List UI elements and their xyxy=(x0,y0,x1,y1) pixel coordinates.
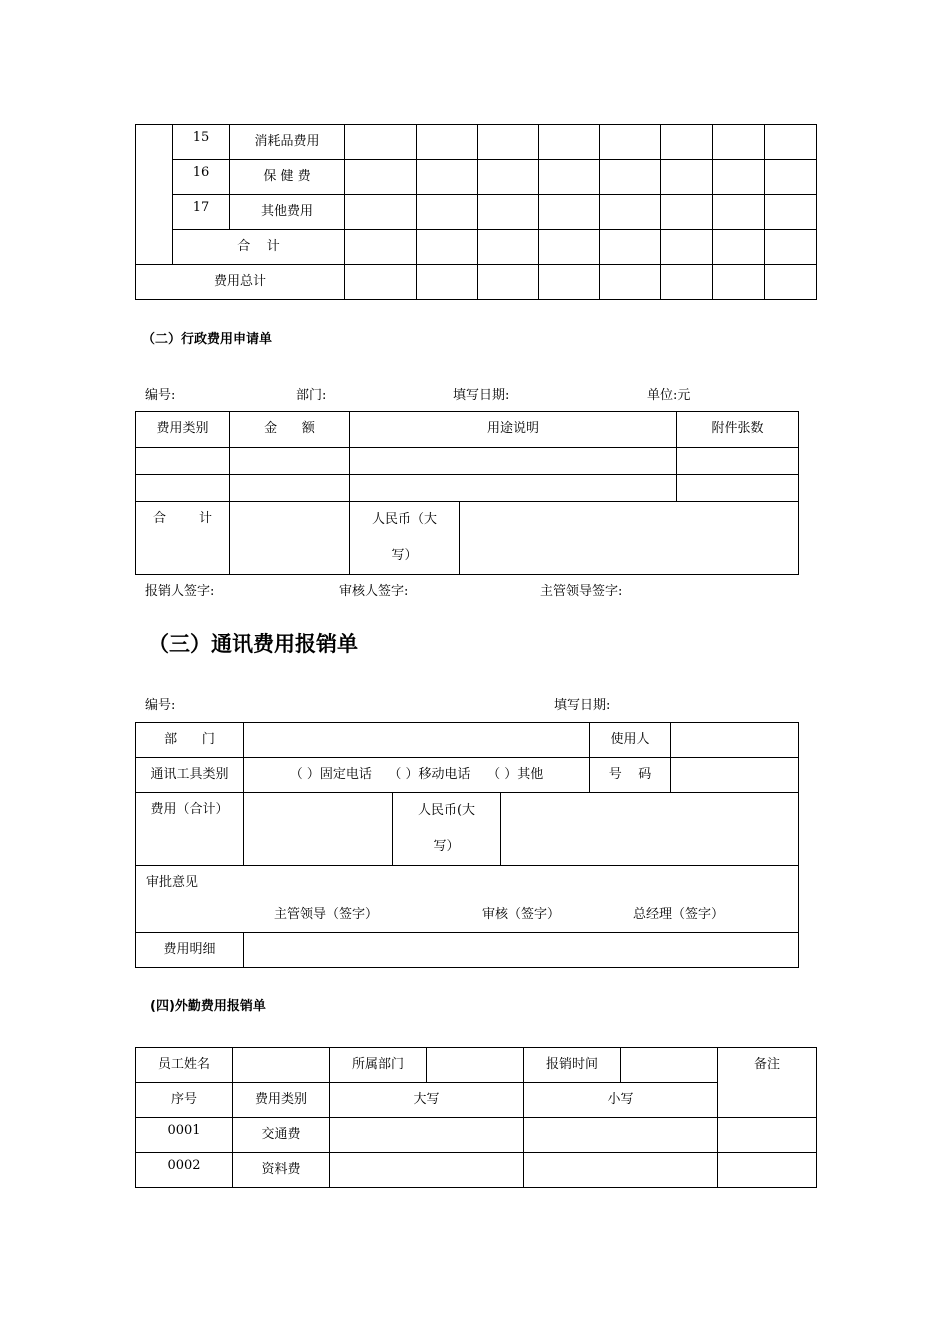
value-cell[interactable] xyxy=(713,230,765,265)
uppercase-input[interactable] xyxy=(330,1118,524,1153)
employee-name-label: 员工姓名 xyxy=(136,1048,233,1083)
remark-label: 备注 xyxy=(718,1048,817,1118)
row-number: 17 xyxy=(173,195,230,230)
value-cell[interactable] xyxy=(417,160,478,195)
department-input[interactable] xyxy=(244,723,590,758)
fee-total-input[interactable] xyxy=(244,793,393,866)
lowercase-input[interactable] xyxy=(524,1153,718,1188)
department-label: 所属部门 xyxy=(330,1048,427,1083)
department-label: 部 门 xyxy=(136,723,244,758)
value-cell[interactable] xyxy=(765,125,817,160)
value-cell[interactable] xyxy=(345,160,417,195)
row-category: 资料费 xyxy=(233,1153,330,1188)
value-cell[interactable] xyxy=(417,195,478,230)
value-cell[interactable] xyxy=(417,230,478,265)
input-cell[interactable] xyxy=(230,475,350,502)
total-amount-cell[interactable] xyxy=(230,502,350,575)
value-cell[interactable] xyxy=(345,230,417,265)
value-cell[interactable] xyxy=(600,160,661,195)
lowercase-input[interactable] xyxy=(524,1118,718,1153)
value-cell[interactable] xyxy=(661,125,713,160)
s2-number-label: 编号: xyxy=(145,388,176,403)
admin-expense-table xyxy=(135,411,799,575)
section3-title: （三）通讯费用报销单 xyxy=(148,632,358,656)
approval-cell[interactable] xyxy=(136,866,799,933)
s2-unit-label: 单位:元 xyxy=(647,388,691,403)
claim-time-label: 报销时间 xyxy=(524,1048,621,1083)
section4-title: (四)外勤费用报销单 xyxy=(150,999,266,1014)
value-cell[interactable] xyxy=(765,195,817,230)
row-number: 16 xyxy=(173,160,230,195)
rmb-uppercase-label xyxy=(393,793,501,866)
rmb-uppercase-label xyxy=(350,502,460,575)
value-cell[interactable] xyxy=(345,195,417,230)
fee-total-label: 费用（合计） xyxy=(136,793,244,866)
fee-detail-label: 费用明细 xyxy=(136,933,244,968)
value-cell[interactable] xyxy=(661,265,713,300)
header-lowercase: 小写 xyxy=(524,1083,718,1118)
s3-date-label: 填写日期: xyxy=(554,698,611,713)
row-name: 保 健 费 xyxy=(230,160,345,195)
value-cell[interactable] xyxy=(713,160,765,195)
rmb-label-line2: 写） xyxy=(391,548,418,563)
remark-input[interactable] xyxy=(718,1153,817,1188)
remark-input[interactable] xyxy=(718,1118,817,1153)
input-cell[interactable] xyxy=(677,448,799,475)
value-cell[interactable] xyxy=(539,195,600,230)
fee-detail-input[interactable] xyxy=(244,933,799,968)
value-cell[interactable] xyxy=(600,230,661,265)
approval-manager-signature: 主管领导（签字） xyxy=(274,907,379,922)
input-cell[interactable] xyxy=(350,448,677,475)
tool-type-options[interactable]: （ ）固定电话 （ ）移动电话 （ ）其他 xyxy=(244,758,590,793)
s2-department-label: 部门: xyxy=(296,388,327,403)
header-uppercase: 大写 xyxy=(330,1083,524,1118)
row-number: 15 xyxy=(173,125,230,160)
number-input[interactable] xyxy=(671,758,799,793)
value-cell[interactable] xyxy=(417,265,478,300)
value-cell[interactable] xyxy=(765,160,817,195)
header-category: 费用类别 xyxy=(233,1083,330,1118)
value-cell[interactable] xyxy=(345,265,417,300)
department-input[interactable] xyxy=(427,1048,524,1083)
rmb-label-line2: 写） xyxy=(433,839,460,854)
value-cell[interactable] xyxy=(478,265,539,300)
value-cell[interactable] xyxy=(600,125,661,160)
total-label: 费用总计 xyxy=(136,265,345,300)
row-name: 消耗品费用 xyxy=(230,125,345,160)
uppercase-input[interactable] xyxy=(330,1153,524,1188)
value-cell[interactable] xyxy=(765,265,817,300)
user-input[interactable] xyxy=(671,723,799,758)
input-cell[interactable] xyxy=(136,448,230,475)
header-category: 费用类别 xyxy=(136,412,230,448)
reviewer-signature-label: 审核人签字: xyxy=(339,584,409,599)
number-label: 号 码 xyxy=(590,758,671,793)
rmb-label-line1: 人民币(大 xyxy=(417,803,476,818)
value-cell[interactable] xyxy=(713,265,765,300)
s3-number-label: 编号: xyxy=(145,698,176,713)
row-seq: 0002 xyxy=(136,1153,233,1188)
subtotal-label: 合 计 xyxy=(173,230,345,265)
rmb-uppercase-input[interactable] xyxy=(501,793,799,866)
value-cell[interactable] xyxy=(539,125,600,160)
row-category: 交通费 xyxy=(233,1118,330,1153)
input-cell[interactable] xyxy=(677,475,799,502)
rmb-label-line1: 人民币（大 xyxy=(371,512,437,527)
row-name: 其他费用 xyxy=(230,195,345,230)
user-label: 使用人 xyxy=(590,723,671,758)
total-label: 合 计 xyxy=(136,502,230,575)
header-seq: 序号 xyxy=(136,1083,233,1118)
group-cell xyxy=(136,125,173,265)
field-expense-table xyxy=(135,1047,817,1188)
value-cell[interactable] xyxy=(713,125,765,160)
claim-time-input[interactable] xyxy=(621,1048,718,1083)
value-cell[interactable] xyxy=(345,125,417,160)
manager-signature-label: 主管领导签字: xyxy=(540,584,623,599)
approval-review-signature: 审核（签字） xyxy=(482,907,561,922)
telecom-expense-table xyxy=(135,722,799,968)
value-cell[interactable] xyxy=(478,230,539,265)
value-cell[interactable] xyxy=(661,160,713,195)
header-attachments: 附件张数 xyxy=(677,412,799,448)
s2-date-label: 填写日期: xyxy=(453,388,510,403)
value-cell[interactable] xyxy=(539,230,600,265)
value-cell[interactable] xyxy=(478,160,539,195)
value-cell[interactable] xyxy=(713,195,765,230)
approval-label: 审批意见 xyxy=(146,875,199,890)
input-cell[interactable] xyxy=(350,475,677,502)
value-cell[interactable] xyxy=(478,195,539,230)
rmb-uppercase-cell[interactable] xyxy=(460,502,799,575)
tool-type-label: 通讯工具类别 xyxy=(136,758,244,793)
value-cell[interactable] xyxy=(600,265,661,300)
claimant-signature-label: 报销人签字: xyxy=(145,584,215,599)
value-cell[interactable] xyxy=(417,125,478,160)
header-amount: 金 额 xyxy=(230,412,350,448)
value-cell[interactable] xyxy=(539,160,600,195)
approval-gm-signature: 总经理（签字） xyxy=(633,907,725,922)
value-cell[interactable] xyxy=(661,195,713,230)
value-cell[interactable] xyxy=(478,125,539,160)
header-purpose: 用途说明 xyxy=(350,412,677,448)
value-cell[interactable] xyxy=(600,195,661,230)
value-cell[interactable] xyxy=(765,230,817,265)
value-cell[interactable] xyxy=(539,265,600,300)
input-cell[interactable] xyxy=(230,448,350,475)
employee-name-input[interactable] xyxy=(233,1048,330,1083)
value-cell[interactable] xyxy=(661,230,713,265)
expense-summary-table xyxy=(135,124,817,300)
input-cell[interactable] xyxy=(136,475,230,502)
row-seq: 0001 xyxy=(136,1118,233,1153)
section2-title: （二）行政费用申请单 xyxy=(142,332,273,347)
